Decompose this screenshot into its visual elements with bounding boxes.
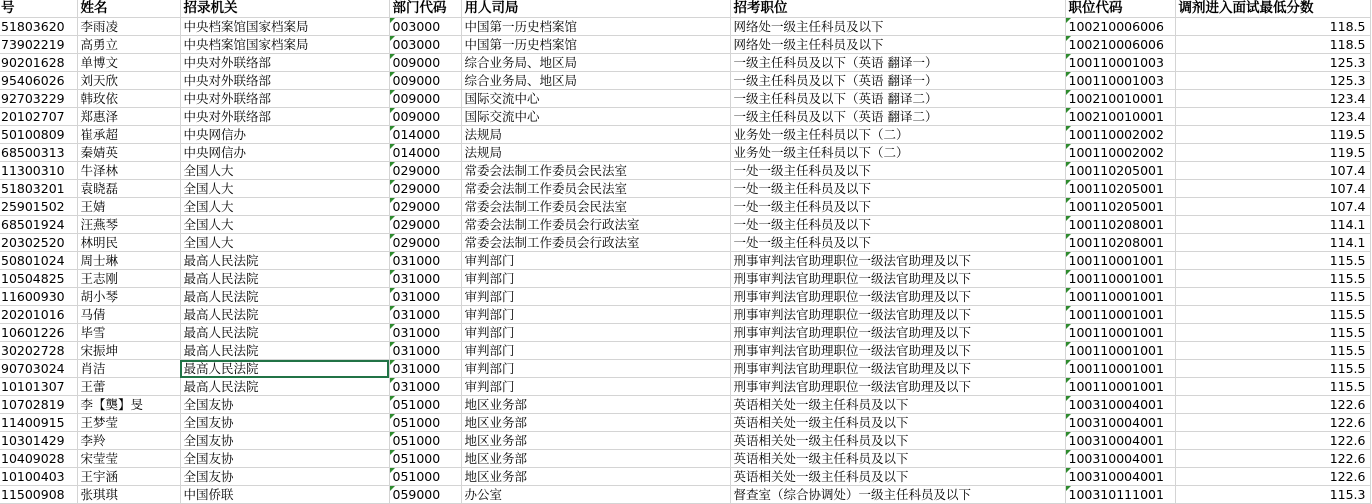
cell-position[interactable]: 英语相关处一级主任科员及以下 [730, 432, 1065, 450]
cell-id[interactable]: 90703024 [0, 360, 77, 378]
cell-bureau[interactable]: 常委会法制工作委员会民法室 [461, 198, 730, 216]
cell-position[interactable]: 英语相关处一级主任科员及以下 [730, 396, 1065, 414]
cell-position[interactable]: 一处一级主任科员及以下 [730, 234, 1065, 252]
cell-min-score[interactable]: 125.3 [1175, 72, 1370, 90]
cell-agency[interactable]: 全国友协 [180, 450, 389, 468]
cell-agency[interactable]: 最高人民法院 [180, 288, 389, 306]
cell-dept-code[interactable]: 031000 [389, 288, 461, 306]
cell-dept-code[interactable]: 029000 [389, 162, 461, 180]
cell-name[interactable]: 王梦莹 [77, 414, 180, 432]
cell-position-code[interactable]: 100110205001 [1065, 162, 1175, 180]
cell-position-code[interactable]: 100110208001 [1065, 234, 1175, 252]
header-cell-dept-code[interactable]: 部门代码 [389, 0, 461, 18]
table-row [0, 36, 1370, 54]
table-row [0, 468, 1370, 486]
cell-min-score[interactable]: 122.6 [1175, 432, 1370, 450]
cell-name[interactable]: 袁晓磊 [77, 180, 180, 198]
cell-min-score[interactable]: 118.5 [1175, 18, 1370, 36]
cell-position[interactable]: 督查室（综合协调处）一级主任科员及以下 [730, 486, 1065, 504]
cell-agency[interactable]: 最高人民法院 [180, 342, 389, 360]
cell-min-score[interactable]: 115.5 [1175, 342, 1370, 360]
cell-id[interactable]: 30202728 [0, 342, 77, 360]
cell-agency[interactable]: 全国友协 [180, 396, 389, 414]
header-cell-min-score[interactable]: 调剂进入面试最低分数 [1175, 0, 1370, 18]
table-row [0, 342, 1370, 360]
cell-name[interactable]: 高勇立 [77, 36, 180, 54]
cell-name[interactable]: 王志刚 [77, 270, 180, 288]
cell-id[interactable]: 11300310 [0, 162, 77, 180]
cell-position[interactable]: 一处一级主任科员及以下 [730, 198, 1065, 216]
cell-name[interactable]: 周士琳 [77, 252, 180, 270]
cell-position-code[interactable]: 100210010001 [1065, 90, 1175, 108]
cell-position[interactable]: 刑事审判法官助理职位一级法官助理及以下 [730, 360, 1065, 378]
cell-bureau[interactable]: 办公室 [461, 486, 730, 504]
cell-position-code[interactable]: 100110208001 [1065, 216, 1175, 234]
table-row [0, 270, 1370, 288]
cell-dept-code[interactable]: 003000 [389, 18, 461, 36]
table-row [0, 54, 1370, 72]
cell-dept-code[interactable]: 031000 [389, 270, 461, 288]
cell-min-score[interactable]: 119.5 [1175, 144, 1370, 162]
cell-position-code[interactable]: 100310004001 [1065, 414, 1175, 432]
header-cell-agency[interactable]: 招录机关 [180, 0, 389, 18]
cell-name[interactable]: 林明民 [77, 234, 180, 252]
cell-bureau[interactable]: 中国第一历史档案馆 [461, 36, 730, 54]
cell-position[interactable]: 一级主任科员及以下（英语 翻译一） [730, 54, 1065, 72]
cell-name[interactable]: 王宇涵 [77, 468, 180, 486]
cell-dept-code[interactable]: 051000 [389, 432, 461, 450]
header-cell-bureau[interactable]: 用人司局 [461, 0, 730, 18]
cell-name[interactable]: 王婧 [77, 198, 180, 216]
table-row [0, 414, 1370, 432]
cell-id[interactable]: 10504825 [0, 270, 77, 288]
cell-min-score[interactable]: 115.5 [1175, 306, 1370, 324]
cell-id[interactable]: 11400915 [0, 414, 77, 432]
cell-name[interactable]: 郑惠泽 [77, 108, 180, 126]
cell-bureau[interactable]: 综合业务局、地区局 [461, 54, 730, 72]
cell-dept-code[interactable]: 014000 [389, 126, 461, 144]
cell-dept-code[interactable]: 029000 [389, 198, 461, 216]
table-row [0, 180, 1370, 198]
cell-position[interactable]: 英语相关处一级主任科员及以下 [730, 468, 1065, 486]
cell-position[interactable]: 一处一级主任科员及以下 [730, 162, 1065, 180]
cell-min-score[interactable]: 123.4 [1175, 90, 1370, 108]
table-row [0, 396, 1370, 414]
cell-position[interactable]: 一处一级主任科员及以下 [730, 216, 1065, 234]
table-row [0, 288, 1370, 306]
cell-dept-code[interactable]: 009000 [389, 72, 461, 90]
cell-position[interactable]: 业务处一级主任科员以下（二） [730, 144, 1065, 162]
cell-dept-code[interactable]: 031000 [389, 306, 461, 324]
cell-bureau[interactable]: 审判部门 [461, 270, 730, 288]
cell-agency[interactable]: 中央对外联络部 [180, 54, 389, 72]
table-row [0, 18, 1370, 36]
cell-bureau[interactable]: 审判部门 [461, 288, 730, 306]
cell-min-score[interactable]: 122.6 [1175, 450, 1370, 468]
cell-id[interactable]: 50801024 [0, 252, 77, 270]
cell-position[interactable]: 业务处一级主任科员以下（二） [730, 126, 1065, 144]
cell-position-code[interactable]: 100210006006 [1065, 36, 1175, 54]
cell-min-score[interactable]: 115.5 [1175, 252, 1370, 270]
cell-id[interactable]: 10101307 [0, 378, 77, 396]
cell-agency[interactable]: 中央档案馆国家档案局 [180, 18, 389, 36]
cell-position-code[interactable]: 100110002002 [1065, 144, 1175, 162]
cell-position[interactable]: 网络处一级主任科员及以下 [730, 36, 1065, 54]
cell-agency[interactable]: 最高人民法院 [180, 306, 389, 324]
header-cell-position-code[interactable]: 职位代码 [1065, 0, 1175, 18]
cell-position-code[interactable]: 100110001001 [1065, 288, 1175, 306]
cell-dept-code[interactable]: 031000 [389, 252, 461, 270]
cell-position-code[interactable]: 100110001003 [1065, 72, 1175, 90]
cell-position-code[interactable]: 100110001001 [1065, 306, 1175, 324]
cell-bureau[interactable]: 审判部门 [461, 252, 730, 270]
cell-position-code[interactable]: 100310004001 [1065, 396, 1175, 414]
cell-id[interactable]: 10409028 [0, 450, 77, 468]
cell-name[interactable]: 肖洁 [77, 360, 180, 378]
cell-bureau[interactable]: 地区业务部 [461, 432, 730, 450]
cell-position-code[interactable]: 100110001001 [1065, 252, 1175, 270]
cell-dept-code[interactable]: 051000 [389, 468, 461, 486]
cell-agency[interactable]: 全国人大 [180, 216, 389, 234]
cell-dept-code[interactable]: 051000 [389, 414, 461, 432]
cell-min-score[interactable]: 115.3 [1175, 486, 1370, 504]
cell-id[interactable]: 10601226 [0, 324, 77, 342]
cell-dept-code[interactable]: 029000 [389, 216, 461, 234]
cell-name[interactable]: 王蕾 [77, 378, 180, 396]
cell-dept-code[interactable]: 029000 [389, 234, 461, 252]
cell-dept-code[interactable]: 009000 [389, 90, 461, 108]
cell-name[interactable]: 汪燕琴 [77, 216, 180, 234]
cell-position-code[interactable]: 100110205001 [1065, 198, 1175, 216]
table-row [0, 432, 1370, 450]
cell-min-score[interactable]: 107.4 [1175, 162, 1370, 180]
cell-dept-code[interactable]: 059000 [389, 486, 461, 504]
header-cell-position[interactable]: 招考职位 [730, 0, 1065, 18]
cell-id[interactable]: 73902219 [0, 36, 77, 54]
cell-id[interactable]: 20102707 [0, 108, 77, 126]
cell-agency[interactable]: 全国友协 [180, 414, 389, 432]
cell-bureau[interactable]: 常委会法制工作委员会民法室 [461, 180, 730, 198]
cell-agency[interactable]: 中国侨联 [180, 486, 389, 504]
cell-agency[interactable]: 最高人民法院 [180, 324, 389, 342]
cell-agency[interactable]: 全国人大 [180, 180, 389, 198]
cell-position-code[interactable]: 100110001001 [1065, 378, 1175, 396]
cell-position[interactable]: 刑事审判法官助理职位一级法官助理及以下 [730, 324, 1065, 342]
cell-id[interactable]: 50100809 [0, 126, 77, 144]
cell-agency[interactable]: 中央对外联络部 [180, 90, 389, 108]
cell-min-score[interactable]: 115.5 [1175, 288, 1370, 306]
cell-dept-code[interactable]: 009000 [389, 108, 461, 126]
cell-id[interactable]: 20302520 [0, 234, 77, 252]
table-row [0, 234, 1370, 252]
table-row [0, 72, 1370, 90]
cell-bureau[interactable]: 审判部门 [461, 324, 730, 342]
table-row [0, 306, 1370, 324]
cell-position[interactable]: 英语相关处一级主任科员及以下 [730, 450, 1065, 468]
cell-bureau[interactable]: 审判部门 [461, 306, 730, 324]
cell-name[interactable]: 李雨凌 [77, 18, 180, 36]
header-cell-id[interactable]: 号 [0, 0, 77, 18]
cell-agency[interactable]: 全国友协 [180, 432, 389, 450]
cell-min-score[interactable]: 115.5 [1175, 270, 1370, 288]
cell-min-score[interactable]: 107.4 [1175, 180, 1370, 198]
cell-id[interactable]: 11500908 [0, 486, 77, 504]
cell-dept-code[interactable]: 003000 [389, 36, 461, 54]
cell-bureau[interactable]: 审判部门 [461, 378, 730, 396]
cell-bureau[interactable]: 法规局 [461, 126, 730, 144]
cell-min-score[interactable]: 122.6 [1175, 414, 1370, 432]
cell-agency[interactable]: 全国友协 [180, 468, 389, 486]
cell-min-score[interactable]: 125.3 [1175, 54, 1370, 72]
cell-position-code[interactable]: 100110001001 [1065, 270, 1175, 288]
cell-min-score[interactable]: 123.4 [1175, 108, 1370, 126]
cell-bureau[interactable]: 地区业务部 [461, 414, 730, 432]
cell-name[interactable]: 毕雪 [77, 324, 180, 342]
cell-id[interactable]: 51803620 [0, 18, 77, 36]
cell-agency[interactable]: 全国人大 [180, 162, 389, 180]
cell-position-code[interactable]: 100110001001 [1065, 342, 1175, 360]
cell-agency[interactable]: 全国人大 [180, 198, 389, 216]
cell-agency[interactable]: 全国人大 [180, 234, 389, 252]
cell-name[interactable]: 李【龑】旻 [77, 396, 180, 414]
cell-position[interactable]: 一级主任科员及以下（英语 翻译二） [730, 108, 1065, 126]
cell-position[interactable]: 英语相关处一级主任科员及以下 [730, 414, 1065, 432]
cell-id[interactable]: 92703229 [0, 90, 77, 108]
cell-name[interactable]: 崔承超 [77, 126, 180, 144]
cell-min-score[interactable]: 114.1 [1175, 216, 1370, 234]
cell-min-score[interactable]: 118.5 [1175, 36, 1370, 54]
cell-position[interactable]: 刑事审判法官助理职位一级法官助理及以下 [730, 306, 1065, 324]
table-row [0, 360, 1370, 378]
cell-dept-code[interactable]: 051000 [389, 396, 461, 414]
cell-id[interactable]: 68501924 [0, 216, 77, 234]
cell-bureau[interactable]: 地区业务部 [461, 396, 730, 414]
table-row [0, 216, 1370, 234]
cell-position-code[interactable]: 100310004001 [1065, 450, 1175, 468]
table-row [0, 144, 1370, 162]
cell-position[interactable]: 刑事审判法官助理职位一级法官助理及以下 [730, 342, 1065, 360]
cell-min-score[interactable]: 119.5 [1175, 126, 1370, 144]
cell-dept-code[interactable]: 051000 [389, 450, 461, 468]
cell-id[interactable]: 10702819 [0, 396, 77, 414]
cell-position-code[interactable]: 100110001001 [1065, 324, 1175, 342]
header-row [0, 0, 1370, 18]
cell-bureau[interactable]: 审判部门 [461, 342, 730, 360]
cell-name[interactable]: 宋莹莹 [77, 450, 180, 468]
cell-min-score[interactable]: 107.4 [1175, 198, 1370, 216]
cell-agency[interactable]: 中央对外联络部 [180, 108, 389, 126]
cell-position-code[interactable]: 100110205001 [1065, 180, 1175, 198]
cell-id[interactable]: 10301429 [0, 432, 77, 450]
cell-bureau[interactable]: 法规局 [461, 144, 730, 162]
header-cell-name[interactable]: 姓名 [77, 0, 180, 18]
cell-name[interactable]: 张琪琪 [77, 486, 180, 504]
table-row [0, 252, 1370, 270]
cell-min-score[interactable]: 115.5 [1175, 324, 1370, 342]
cell-bureau[interactable]: 国际交流中心 [461, 108, 730, 126]
cell-position[interactable]: 刑事审判法官助理职位一级法官助理及以下 [730, 378, 1065, 396]
cell-agency[interactable]: 最高人民法院 [180, 270, 389, 288]
cell-min-score[interactable]: 122.6 [1175, 396, 1370, 414]
cell-agency[interactable]: 最高人民法院 [180, 360, 389, 378]
cell-agency[interactable]: 中央对外联络部 [180, 72, 389, 90]
cell-position-code[interactable]: 100310004001 [1065, 432, 1175, 450]
cell-bureau[interactable]: 中国第一历史档案馆 [461, 18, 730, 36]
cell-position[interactable]: 一级主任科员及以下（英语 翻译二） [730, 90, 1065, 108]
cell-min-score[interactable]: 114.1 [1175, 234, 1370, 252]
cell-id[interactable]: 20201016 [0, 306, 77, 324]
cell-dept-code[interactable]: 009000 [389, 54, 461, 72]
table-row [0, 126, 1370, 144]
cell-name[interactable]: 马倩 [77, 306, 180, 324]
cell-bureau[interactable]: 常委会法制工作委员会民法室 [461, 162, 730, 180]
table-row [0, 90, 1370, 108]
cell-position[interactable]: 刑事审判法官助理职位一级法官助理及以下 [730, 270, 1065, 288]
cell-name[interactable]: 宋振坤 [77, 342, 180, 360]
cell-dept-code[interactable]: 031000 [389, 342, 461, 360]
cell-position[interactable]: 一处一级主任科员及以下 [730, 180, 1065, 198]
cell-agency[interactable]: 中央档案馆国家档案局 [180, 36, 389, 54]
cell-name[interactable]: 单博文 [77, 54, 180, 72]
cell-dept-code[interactable]: 031000 [389, 360, 461, 378]
cell-id[interactable]: 11600930 [0, 288, 77, 306]
table-row [0, 486, 1370, 504]
cell-name[interactable]: 牛泽林 [77, 162, 180, 180]
table-row [0, 198, 1370, 216]
cell-agency[interactable]: 最高人民法院 [180, 252, 389, 270]
cell-position[interactable]: 刑事审判法官助理职位一级法官助理及以下 [730, 252, 1065, 270]
cell-position[interactable]: 刑事审判法官助理职位一级法官助理及以下 [730, 288, 1065, 306]
cell-dept-code[interactable]: 029000 [389, 180, 461, 198]
cell-position-code[interactable]: 100210010001 [1065, 108, 1175, 126]
cell-name[interactable]: 韩玫依 [77, 90, 180, 108]
cell-id[interactable]: 51803201 [0, 180, 77, 198]
cell-position-code[interactable]: 100310004001 [1065, 468, 1175, 486]
table-row [0, 324, 1370, 342]
cell-bureau[interactable]: 常委会法制工作委员会行政法室 [461, 216, 730, 234]
cell-position-code[interactable]: 100310111001 [1065, 486, 1175, 504]
table-row [0, 162, 1370, 180]
cell-id[interactable]: 95406026 [0, 72, 77, 90]
cell-bureau[interactable]: 地区业务部 [461, 450, 730, 468]
cell-agency[interactable]: 中央网信办 [180, 126, 389, 144]
cell-bureau[interactable]: 综合业务局、地区局 [461, 72, 730, 90]
cell-min-score[interactable]: 115.5 [1175, 378, 1370, 396]
cell-name[interactable]: 胡小琴 [77, 288, 180, 306]
cell-id[interactable]: 68500313 [0, 144, 77, 162]
cell-dept-code[interactable]: 031000 [389, 324, 461, 342]
cell-bureau[interactable]: 常委会法制工作委员会行政法室 [461, 234, 730, 252]
cell-min-score[interactable]: 115.5 [1175, 360, 1370, 378]
cell-bureau[interactable]: 审判部门 [461, 360, 730, 378]
cell-name[interactable]: 李羚 [77, 432, 180, 450]
cell-min-score[interactable]: 122.6 [1175, 468, 1370, 486]
cell-position[interactable]: 网络处一级主任科员及以下 [730, 18, 1065, 36]
cell-position-code[interactable]: 100110001003 [1065, 54, 1175, 72]
cell-name[interactable]: 刘天欣 [77, 72, 180, 90]
cell-dept-code[interactable]: 014000 [389, 144, 461, 162]
cell-id[interactable]: 10100403 [0, 468, 77, 486]
cell-bureau[interactable]: 国际交流中心 [461, 90, 730, 108]
table-row [0, 378, 1370, 396]
cell-name[interactable]: 秦婧英 [77, 144, 180, 162]
cell-id[interactable]: 25901502 [0, 198, 77, 216]
cell-position[interactable]: 一级主任科员及以下（英语 翻译一） [730, 72, 1065, 90]
cell-id[interactable]: 90201628 [0, 54, 77, 72]
cell-position-code[interactable]: 100110001001 [1065, 360, 1175, 378]
cell-position-code[interactable]: 100210006006 [1065, 18, 1175, 36]
table-row [0, 450, 1370, 468]
cell-bureau[interactable]: 地区业务部 [461, 468, 730, 486]
cell-agency[interactable]: 最高人民法院 [180, 378, 389, 396]
cell-dept-code[interactable]: 031000 [389, 378, 461, 396]
cell-position-code[interactable]: 100110002002 [1065, 126, 1175, 144]
cell-agency[interactable]: 中央网信办 [180, 144, 389, 162]
table-row [0, 108, 1370, 126]
